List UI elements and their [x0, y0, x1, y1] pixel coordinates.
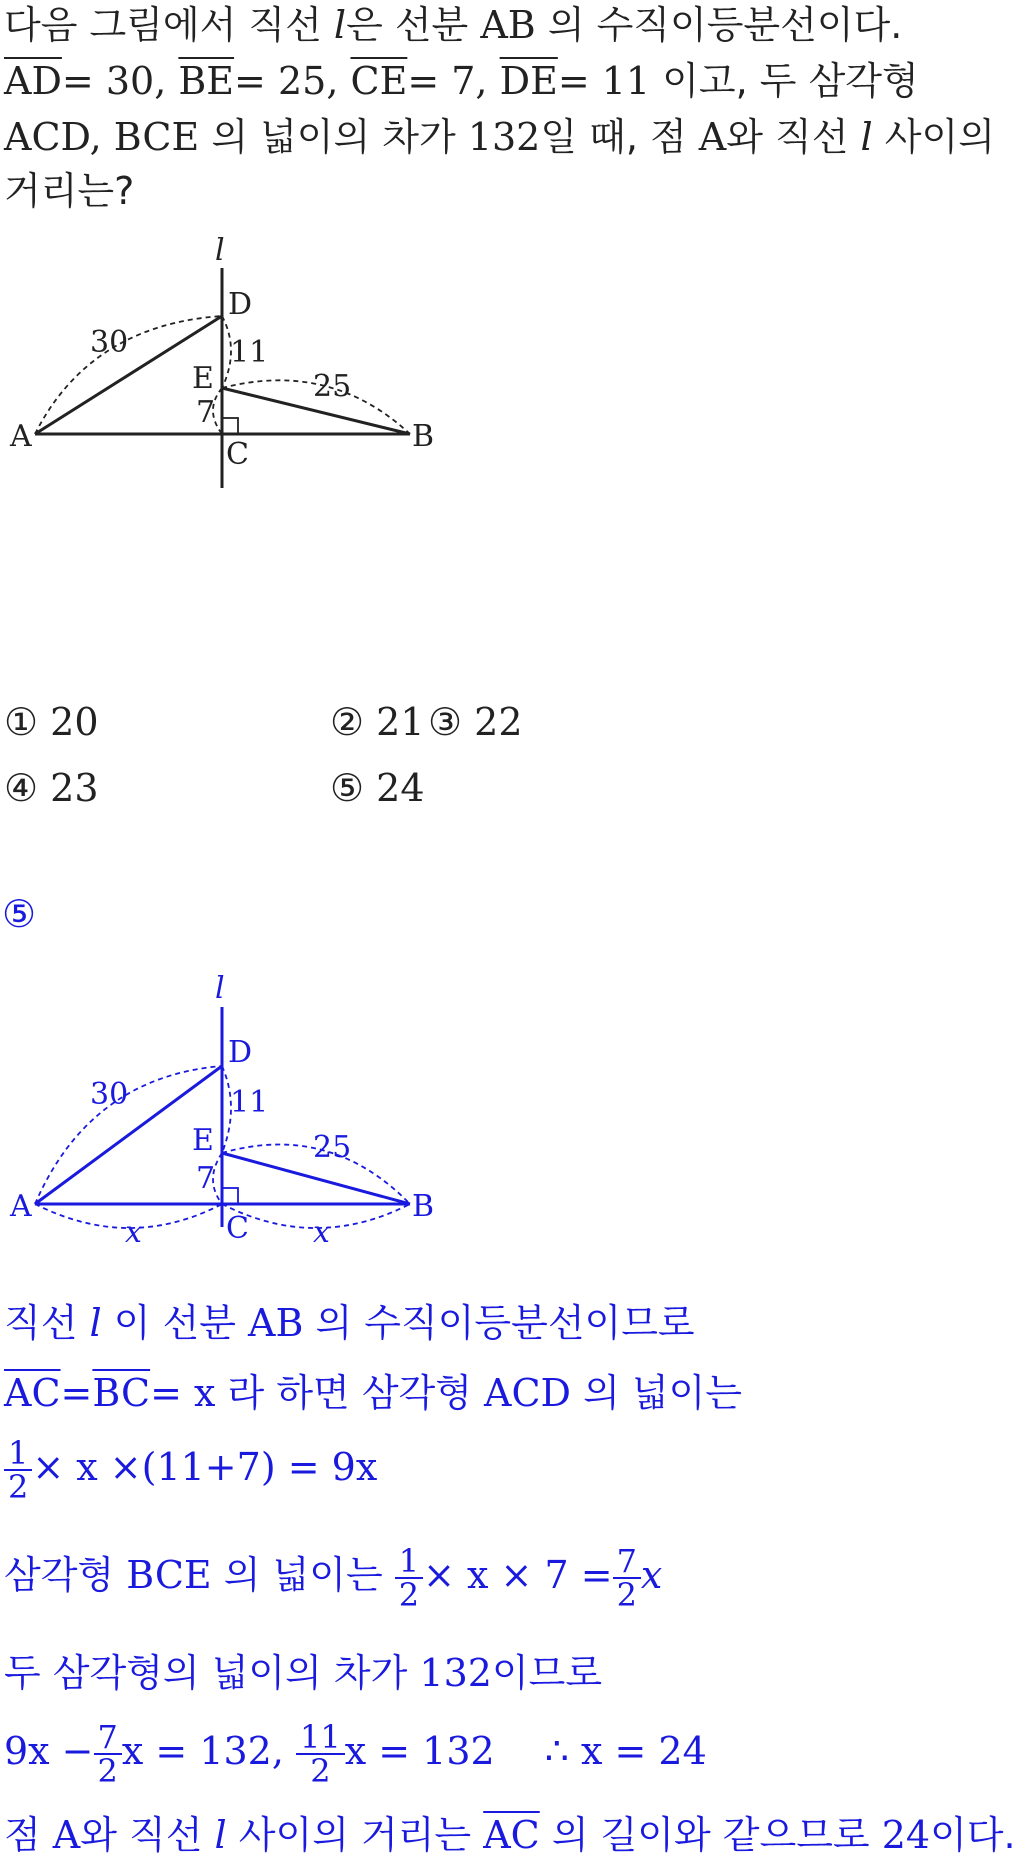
right-angle-mark: [222, 1188, 238, 1204]
length-25: 25: [313, 1130, 352, 1165]
fraction-half: $\frac{1}{2}$: [395, 1545, 423, 1611]
equation-part: x = 132,: [121, 1729, 284, 1773]
length-11: 11: [230, 1085, 269, 1120]
problem-text: 은 선분: [346, 3, 481, 47]
solution-text: 이므로: [491, 1651, 603, 1695]
choice-3[interactable]: [428, 700, 523, 744]
segment-ac: $\overline{AC}$: [483, 1813, 540, 1857]
solution-text: 의 넓이는: [571, 1371, 743, 1415]
segment-ac: $\overline{AC}$: [4, 1371, 61, 1415]
length-x-right: x: [313, 1215, 330, 1250]
var-l: l: [860, 115, 873, 159]
var-l: l: [89, 1301, 102, 1345]
solution-line-5: [4, 1648, 602, 1698]
label-a: A: [10, 1189, 32, 1224]
problem-text: 의 수직이등분선이다.: [535, 3, 903, 47]
length-25: 25: [313, 369, 352, 404]
equation-part: 9x −: [4, 1729, 94, 1773]
area-bce-expression: × x × 7 =: [423, 1553, 613, 1597]
conclusion: ∴ x = 24: [544, 1729, 707, 1773]
fraction-seven-halves: $\frac{7}{2}$: [613, 1545, 641, 1611]
label-b: B: [412, 1189, 435, 1224]
solution-text: 직선: [4, 1301, 90, 1345]
choice-value: 20: [50, 700, 99, 744]
label-e: E: [192, 1123, 214, 1158]
solution-text: 사이의 거리는: [226, 1813, 484, 1857]
fraction-seven-halves: $\frac{7}{2}$: [94, 1721, 122, 1787]
triangle-acd: ACD: [484, 1371, 572, 1415]
problem-text: 와 직선: [726, 115, 861, 159]
length-30: 30: [90, 325, 129, 360]
choice-value: 22: [474, 700, 523, 744]
length-x-left: x: [125, 1215, 142, 1250]
final-answer: 24: [881, 1813, 931, 1857]
problem-line-2: [4, 56, 919, 106]
solution-line-4: [4, 1540, 663, 1614]
problem-text: 의 넓이의 차가: [199, 115, 468, 159]
equals: =: [60, 1371, 93, 1415]
problem-line-1: [4, 0, 902, 50]
segment-ce: $\overline{CE}$: [350, 59, 408, 103]
segment-de: $\overline{DE}$: [499, 59, 558, 103]
solution-text: 삼각형: [4, 1553, 127, 1597]
point-a: A: [698, 115, 727, 159]
label-l: l: [215, 233, 225, 268]
label-c: C: [226, 437, 249, 472]
solution-text: 점: [4, 1813, 53, 1857]
answer-mark: [2, 892, 36, 936]
length-7: 7: [196, 395, 216, 430]
solution-text: 의 넓이는: [211, 1553, 395, 1597]
choice-mark: ①: [4, 700, 39, 744]
segment-ab: AB: [480, 3, 536, 47]
solution-text: 두 삼각형의 넓이의 차가: [4, 1651, 420, 1695]
var-l: l: [333, 3, 347, 47]
length-11: 11: [230, 335, 269, 370]
problem-text: 이고, 두 삼각형: [662, 59, 919, 103]
area-difference: 132: [467, 115, 541, 159]
value-ad: = 30,: [61, 59, 167, 103]
var-x: x: [640, 1553, 663, 1597]
segment-be: $\overline{BE}$: [178, 59, 235, 103]
triangle-bce: BCE: [126, 1553, 212, 1597]
triangles-acd-bce: ACD, BCE: [4, 115, 200, 159]
value-de: = 11: [557, 59, 651, 103]
solution-line-3: [4, 1432, 378, 1506]
label-b: B: [412, 419, 435, 454]
solution-figure: [0, 962, 993, 1272]
segment-ad: $\overline{AD}$: [4, 59, 62, 103]
choice-4[interactable]: [4, 766, 99, 810]
problem-figure: [0, 230, 993, 560]
problem-text: 일 때, 점: [540, 115, 699, 159]
choice-mark: ②: [330, 700, 365, 744]
choice-mark: ④: [4, 766, 39, 810]
label-d: D: [228, 1035, 253, 1070]
label-a: A: [10, 419, 32, 454]
solution-text: 이 선분: [101, 1301, 249, 1345]
choice-mark: ③: [428, 700, 463, 744]
solution-text: 와 직선: [80, 1813, 215, 1857]
segment-bc: $\overline{BC}$: [92, 1371, 151, 1415]
choice-2[interactable]: [330, 700, 425, 744]
solution-text: 의 길이와 같으므로: [539, 1813, 882, 1857]
value-ce: = 7,: [407, 59, 488, 103]
length-7: 7: [196, 1161, 216, 1196]
label-c: C: [226, 1211, 249, 1246]
solution-text: 라 하면 삼각형: [215, 1371, 485, 1415]
segment-ab: AB: [248, 1301, 304, 1345]
fraction-half: $\frac{1}{2}$: [4, 1437, 32, 1503]
area-acd-expression: × x ×(11+7) = 9x: [32, 1445, 378, 1489]
choice-value: 21: [376, 700, 425, 744]
answer-value: ⑤: [2, 892, 37, 936]
solution-line-7: [4, 1810, 1016, 1860]
choice-mark: ⑤: [330, 766, 365, 810]
choice-5[interactable]: [330, 766, 425, 810]
solution-line-2: [4, 1368, 742, 1418]
area-difference: 132: [419, 1651, 492, 1695]
value-be: = 25,: [234, 59, 339, 103]
problem-text: 거리는?: [4, 169, 135, 213]
solution-line-6: [4, 1716, 707, 1790]
point-a: A: [52, 1813, 81, 1857]
var-l: l: [214, 1813, 227, 1857]
problem-text: 사이의: [872, 115, 995, 159]
choice-value: 23: [50, 766, 99, 810]
label-l: l: [215, 971, 225, 1006]
equals-x: = x: [150, 1371, 216, 1415]
fraction-eleven-halves: $\frac{11}{2}$: [296, 1721, 345, 1787]
solution-text: 이다.: [930, 1813, 1016, 1857]
label-d: D: [228, 287, 253, 322]
solution-text: 의 수직이등분선이므로: [303, 1301, 695, 1345]
label-e: E: [192, 361, 214, 396]
choice-value: 24: [376, 766, 425, 810]
problem-text: 다음 그림에서 직선: [4, 3, 334, 47]
length-30: 30: [90, 1077, 129, 1112]
right-angle-mark: [222, 418, 238, 434]
problem-line-4: [4, 166, 134, 216]
choice-1[interactable]: [4, 700, 99, 744]
problem-line-3: [4, 112, 995, 162]
equation-part: x = 132: [344, 1729, 495, 1773]
solution-line-1: [4, 1298, 695, 1348]
